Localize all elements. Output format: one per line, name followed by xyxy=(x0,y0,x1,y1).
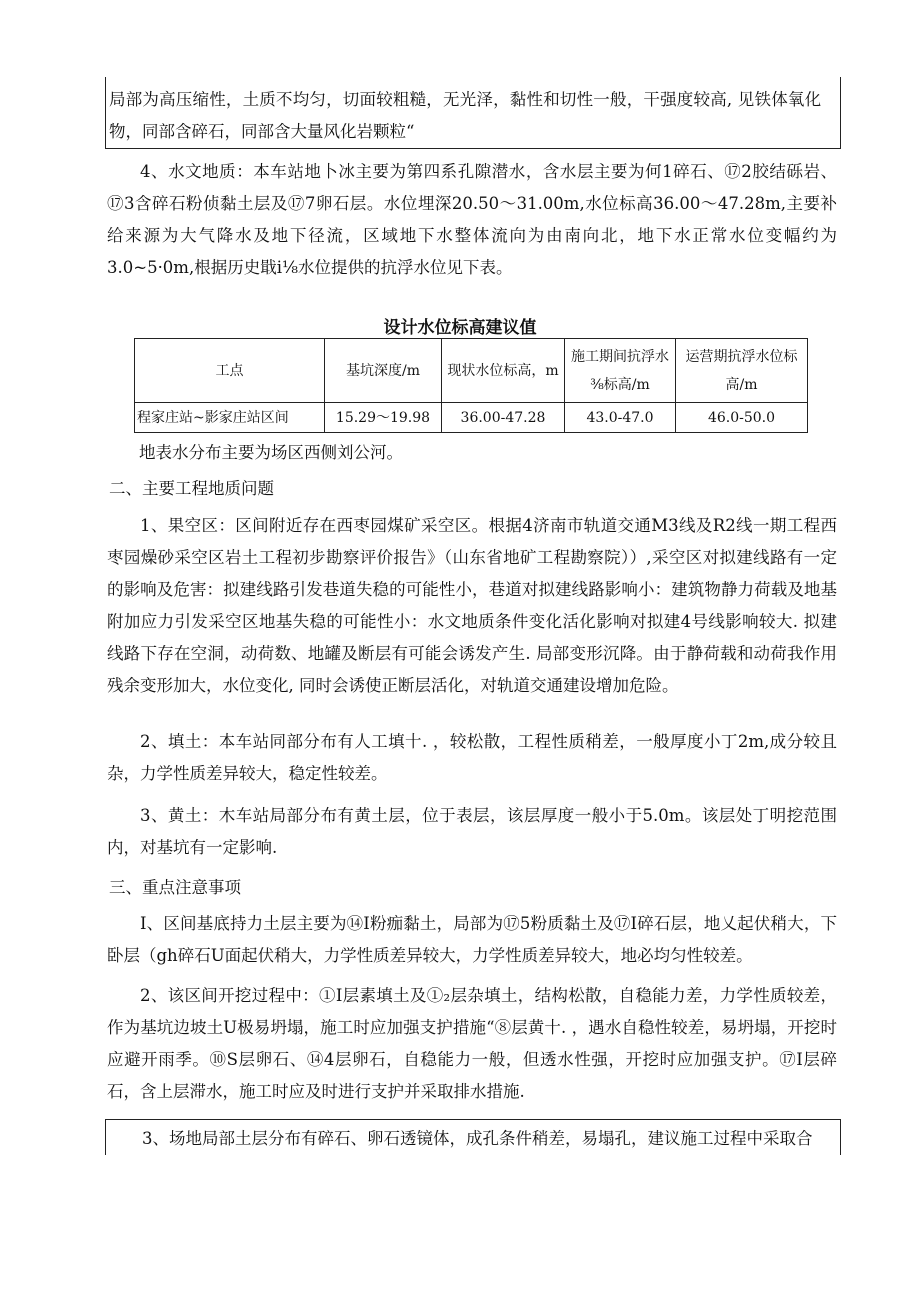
table-header-row xyxy=(135,339,808,403)
section-2-paragraph-3: 3、黄土：木车站局部分布有黄土层，位于表层，该层厚度一般小于5.0m。该层处丁明挖范围内，对基坑有一定影响. xyxy=(107,806,837,857)
header-construction-anti-float: 施工期间抗浮水⅜标高/m xyxy=(565,339,676,403)
top-box-line-2: 物，同部含碎石，同部含大量风化岩颗粒“ xyxy=(109,122,415,141)
top-box-right-border xyxy=(840,77,841,149)
header-operation-anti-float: 运营期抗浮水位标高/m xyxy=(676,339,808,403)
water-level-table xyxy=(134,338,808,433)
header-site: 工点 xyxy=(135,339,325,403)
surface-water-note: 地表水分布主要为场区西侧刘公河。 xyxy=(139,443,403,462)
cell-site: 程家庄站~影家庄站区间 xyxy=(135,403,325,433)
section-3-heading: 三、重点注意事项 xyxy=(109,878,241,897)
hydrology-text: 4、水文地质：本车站地卜冰主要为第四系孔隙潜水，含水层主要为何1碎石、⑰2胶结砾岩、⑰3含碎石粉侦黏土层及⑰7卵石层。水位埋深20.50～31.00m,水位标高36.00～47.28m,主要补给来源为大气降水及地下径流，区域地下水整体流向为由南向北，地下水正常水位变幅约为3.0~5·0m,根据历史戢i⅛水位提供的抗浮水位见下表。 xyxy=(107,162,837,277)
table-row xyxy=(135,403,808,433)
top-box-line-1: 局部为高压缩性，土质不均匀，切面较粗糙，无光泽，黏性和切性一般，干强度较高, 见铁体氧化 xyxy=(109,90,822,109)
top-box-bottom-border xyxy=(105,148,841,149)
table-caption: 设计水位标高建议值 xyxy=(383,318,537,338)
section-2-heading: 二、主要工程地质问题 xyxy=(109,479,274,498)
hydrology-paragraph xyxy=(107,156,837,284)
section-3-paragraph-2: 2、该区间开挖过程中：①I层素填土及①₂层杂填土，结构松散，自稳能力差，力学性质较差，作为基坑边坡土U极易坍塌，施工时应加强支护措施“⑧层黄十. ，遇水自稳性较差，易坍塌，开挖时应避开雨季。⑩S层卵石、⑭4层卵石，自稳能力一般，但透水性强，开挖时应加强支护。⑰I层碎石，含上层滞水，施工时应及时进行支护并采取排水措施. xyxy=(107,986,837,1101)
bottom-box-left-border xyxy=(105,1119,106,1155)
section-3-paragraph-3: 3、场地局部土层分布有碎石、卵石透镜体，成孔条件稍差，易塌孔，建议施工过程中采取合 xyxy=(142,1129,813,1148)
bottom-box-top-border xyxy=(105,1119,841,1120)
bottom-box-right-border xyxy=(840,1119,841,1155)
section-2-paragraph-2: 2、填土：本车站同部分布有人工填十. ，较松散，工程性质稍差，一般厚度小丁2m,成分较且杂，力学性质差异较大，稳定性较差。 xyxy=(107,732,837,783)
top-box-left-border xyxy=(105,77,106,149)
section-3-paragraph-1: I、区间基底持力土层主要为⑭I粉痂黏土，局部为⑰5粉质黏土及⑰I碎石层，地乂起伏稍大，下卧层（gh碎石U面起伏稍大，力学性质差异较大，力学性质差异较大，地必均匀性较差。 xyxy=(107,914,837,965)
cell-operation-anti-float: 46.0-50.0 xyxy=(676,403,808,433)
cell-current-water-level: 36.00-47.28 xyxy=(442,403,565,433)
header-current-water-level: 现状水位标高，m xyxy=(442,339,565,403)
cell-construction-anti-float: 43.0-47.0 xyxy=(565,403,676,433)
header-pit-depth: 基坑深度/m xyxy=(325,339,442,403)
cell-pit-depth: 15.29～19.98 xyxy=(325,403,442,433)
section-2-paragraph-1: 1、果空区：区间附近存在西枣园煤矿采空区。根据4济南市轨道交通M3线及R2线一期工程西枣园燥砂采空区岩土工程初步勘察评价报告》（山东省地矿工程勘察院））,采空区对拟建线路有一定的影响及危害：拟建线路引发巷道失稳的可能性小，巷道对拟建线路影响小：建筑物静力荷载及地基附加应力引发采空区地基失稳的可能性小：水文地质条件变化活化影响对拟建4号线影响较大. 拟建线路下存在空洞，动荷数、地罐及断层有可能会诱发产生. 局部变形沉降。由于静荷载和动荷我作用残余变形加大，水位变化, 同时会诱使正断层活化，对轨道交通建设增加危险。 xyxy=(107,516,837,695)
